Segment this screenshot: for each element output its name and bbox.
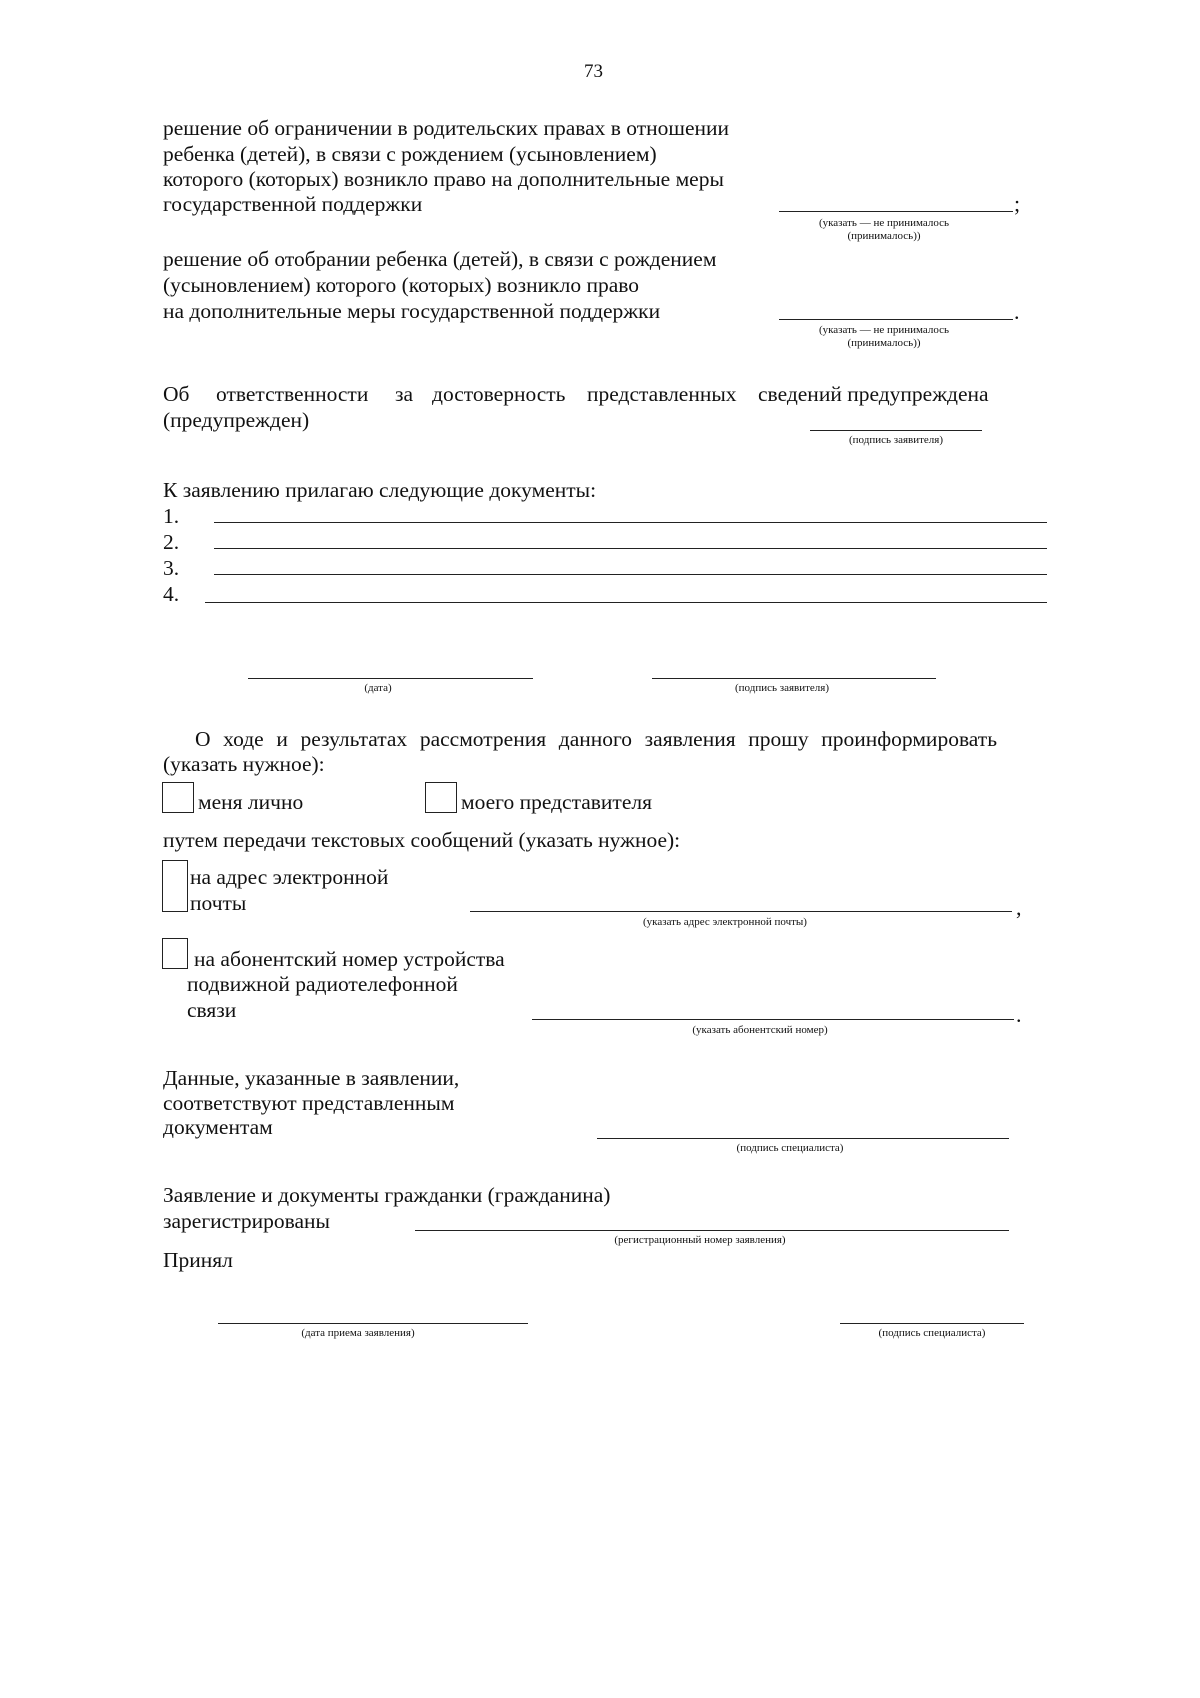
- phone-number-field[interactable]: [532, 1019, 1014, 1020]
- verification-line-2: соответствуют представленным: [163, 1091, 455, 1115]
- acceptance-date-caption: (дата приема заявления): [301, 1327, 415, 1339]
- responsibility-signature-field[interactable]: [810, 430, 982, 431]
- clause-1-caption: (указать — не принималось (принималось)): [818, 217, 950, 242]
- attachment-field-3[interactable]: [214, 574, 1047, 575]
- registration-caption: (регистрационный номер заявления): [614, 1234, 786, 1246]
- responsibility-signature-caption: (подпись заявителя): [848, 434, 944, 446]
- clause-2-line-1: решение об отобрании ребенка (детей), в связи с рождением: [163, 247, 717, 271]
- acceptance-date-field[interactable]: [218, 1323, 528, 1324]
- clause-2-end-mark: .: [1014, 299, 1020, 324]
- representative-checkbox[interactable]: [425, 782, 457, 813]
- clause-1-line-3: которого (которых) возникло право на дополнительные меры: [163, 167, 724, 191]
- clause-1-end-mark: ;: [1014, 191, 1021, 216]
- clause-2-line-3: на дополнительные меры государственной поддержки: [163, 299, 661, 323]
- responsibility-word-2: ответственности: [216, 382, 369, 406]
- verification-line-1: Данные, указанные в заявлении,: [163, 1066, 460, 1090]
- accepted-label: Принял: [163, 1248, 233, 1272]
- email-end-mark: ,: [1016, 895, 1022, 920]
- messages-heading: путем передачи текстовых сообщений (указать нужное):: [163, 828, 681, 852]
- verification-caption: (подпись специалиста): [736, 1142, 844, 1154]
- attachments-heading: К заявлению прилагаю следующие документы:: [163, 478, 597, 502]
- email-option-line-2: почты: [190, 891, 247, 915]
- clause-2-field[interactable]: [779, 319, 1013, 320]
- date-field[interactable]: [248, 678, 533, 679]
- attachment-field-2[interactable]: [214, 548, 1047, 549]
- clause-1-line-4: государственной поддержки: [163, 192, 423, 216]
- registration-line-2: зарегистрированы: [163, 1209, 330, 1233]
- phone-option-line-1: на абонентский номер устройства: [194, 947, 505, 971]
- responsibility-line-2: (предупрежден): [163, 408, 310, 432]
- date-caption: (дата): [364, 682, 392, 694]
- responsibility-word-4: достоверность: [432, 382, 566, 406]
- clause-1-line-1: решение об ограничении в родительских правах в отношении: [163, 116, 730, 140]
- inform-line-1: О ходе и результатах рассмотрения данного заявления прошу проинформировать: [195, 727, 997, 751]
- phone-caption: (указать абонентский номер): [692, 1024, 828, 1036]
- responsibility-word-3: за: [395, 382, 414, 406]
- specialist-signature-field[interactable]: [597, 1138, 1009, 1139]
- attachment-field-1[interactable]: [214, 522, 1047, 523]
- email-option-line-1: на адрес электронной: [190, 865, 389, 889]
- verification-line-3: документам: [163, 1115, 273, 1139]
- representative-option-label: моего представителя: [461, 790, 652, 814]
- clause-1-field[interactable]: [779, 211, 1013, 212]
- phone-option-line-3: связи: [187, 998, 237, 1022]
- clause-2-line-2: (усыновлением) которого (которых) возникло право: [163, 273, 640, 297]
- clause-2-caption: (указать — не принималось (принималось)): [818, 324, 950, 349]
- email-checkbox[interactable]: [162, 860, 188, 912]
- applicant-signature-field[interactable]: [652, 678, 936, 679]
- responsibility-word-5: представленных: [587, 382, 737, 406]
- applicant-signature-caption: (подпись заявителя): [734, 682, 830, 694]
- page-number: 73: [584, 61, 603, 82]
- clause-1-line-2: ребенка (детей), в связи с рождением (усыновлением): [163, 142, 657, 166]
- phone-end-mark: .: [1016, 1002, 1022, 1027]
- attachment-number-1: 1.: [163, 504, 180, 528]
- personal-option-label: меня лично: [198, 790, 304, 814]
- attachment-number-4: 4.: [163, 582, 180, 606]
- phone-option-line-2: подвижной радиотелефонной: [187, 972, 458, 996]
- responsibility-word-6: сведений предупреждена: [758, 382, 989, 406]
- attachment-number-2: 2.: [163, 530, 180, 554]
- email-caption: (указать адрес электронной почты): [643, 916, 807, 928]
- inform-line-2: (указать нужное):: [163, 752, 325, 776]
- registration-line-1: Заявление и документы гражданки (гражданина): [163, 1183, 611, 1207]
- registration-number-field[interactable]: [415, 1230, 1009, 1231]
- accepting-specialist-caption: (подпись специалиста): [878, 1327, 986, 1339]
- email-address-field[interactable]: [470, 911, 1012, 912]
- attachment-number-3: 3.: [163, 556, 180, 580]
- attachment-field-4[interactable]: [205, 602, 1047, 603]
- personal-checkbox[interactable]: [162, 782, 194, 813]
- phone-checkbox[interactable]: [162, 938, 188, 969]
- responsibility-word-1: Об: [163, 382, 190, 406]
- accepting-specialist-signature-field[interactable]: [840, 1323, 1024, 1324]
